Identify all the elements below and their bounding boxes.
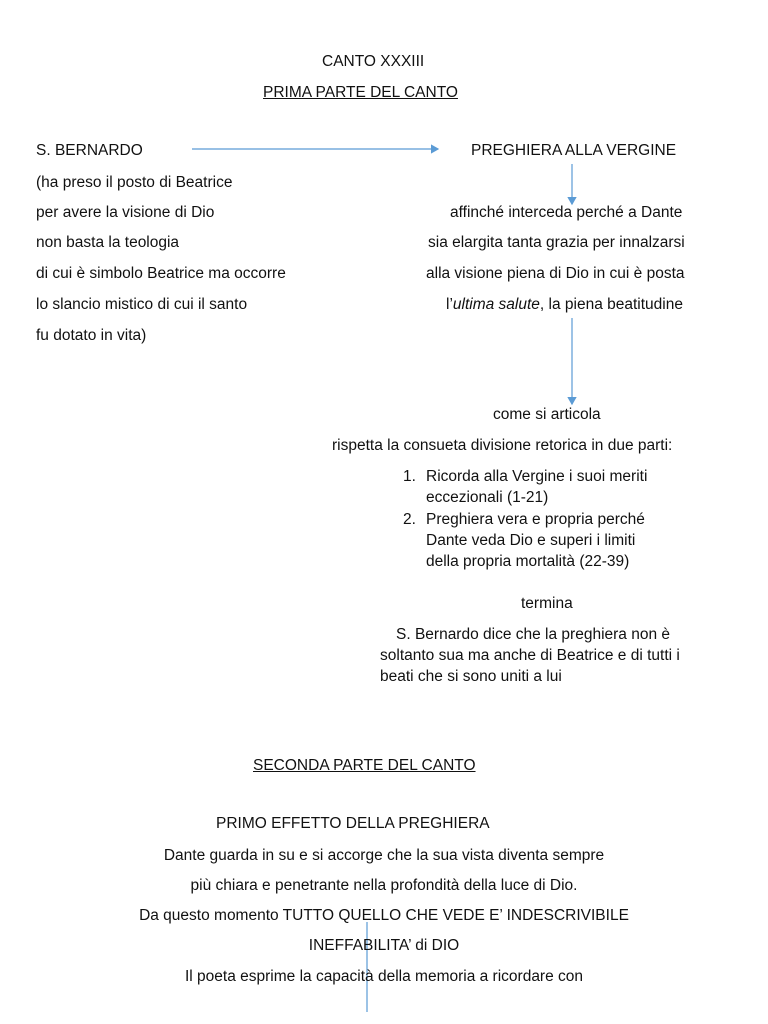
preghiera-heading: PREGHIERA ALLA VERGINE (471, 142, 677, 159)
list-item-number: 1. (403, 468, 416, 485)
ultima-suffix: , la piena beatitudine (539, 296, 683, 313)
ultima-prefix: l’ (446, 296, 453, 313)
effect-line: più chiara e penetrante nella profondità della luce di Dio. (190, 877, 578, 894)
effect-heading: PRIMO EFFETTO DELLA PREGHIERA (216, 815, 490, 832)
list-item-line: eccezionali (1-21) (426, 489, 549, 506)
termina-heading: termina (521, 595, 573, 612)
list-item-number: 2. (403, 511, 416, 528)
ultima-salute-italic: ultima salute (452, 296, 540, 313)
subject-bernardo: S. BERNARDO (36, 142, 143, 159)
page-title: CANTO XXXIII (322, 53, 425, 70)
effect-line: Da questo momento TUTTO QUELLO CHE VEDE E’ INDESCRIVIBILE (139, 907, 629, 924)
left-line: (ha preso il posto di Beatrice (36, 174, 233, 191)
effect-line: Dante guarda in su e si accorge che la sua vista diventa sempre (163, 847, 605, 864)
list-item-line: Dante veda Dio e superi i limiti (426, 532, 636, 549)
left-line: lo slancio mistico di cui il santo (36, 296, 248, 313)
right-line: affinché interceda perché a Dante (450, 204, 683, 221)
left-line: fu dotato in vita) (36, 327, 147, 344)
termina-line: soltanto sua ma anche di Beatrice e di tutti i (380, 647, 680, 664)
right-line: sia elargita tanta grazia per innalzarsi (428, 234, 685, 251)
effect-line: Il poeta esprime la capacità della memoria a ricordare con (184, 968, 584, 985)
part1-heading: PRIMA PARTE DEL CANTO (263, 84, 458, 101)
articola-intro: rispetta la consueta divisione retorica in due parti: (332, 437, 673, 454)
list-item-line: Preghiera vera e propria perché (426, 511, 645, 528)
articola-heading: come si articola (493, 406, 601, 423)
list-item-line: della propria mortalità (22-39) (426, 553, 630, 570)
right-line-ultima-salute (446, 296, 683, 314)
left-line: non basta la teologia (36, 234, 180, 251)
left-line: per avere la visione di Dio (36, 204, 215, 221)
part2-heading: SECONDA PARTE DEL CANTO (253, 757, 476, 774)
termina-line: S. Bernardo dice che la preghiera non è (396, 626, 671, 643)
right-line: alla visione piena di Dio in cui è posta (426, 265, 685, 282)
termina-line: beati che si sono uniti a lui (380, 668, 562, 685)
list-item-line: Ricorda alla Vergine i suoi meriti (426, 468, 648, 485)
left-line: di cui è simbolo Beatrice ma occorre (36, 265, 286, 282)
effect-line: INEFFABILITA’ di DIO (308, 937, 460, 954)
